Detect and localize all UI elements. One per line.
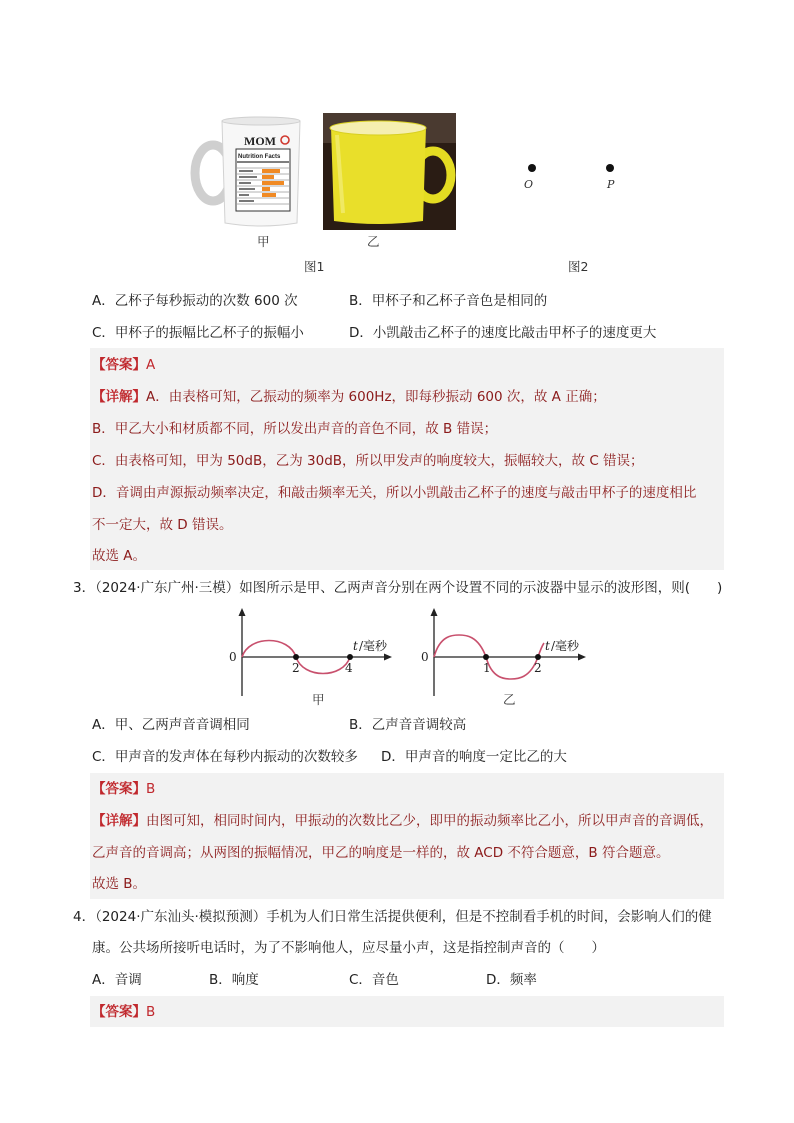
point-p-label: P — [607, 178, 615, 191]
q2-detail-line-2: B．甲乙大小和材质都不同，所以发出声音的音色不同，故 B 错误； — [92, 421, 498, 437]
q2-detail-line-1 — [92, 386, 606, 408]
waveform-yi-tick-2: 2 — [534, 661, 542, 675]
q3-stem: 3．（2024·广东广州·三模）如图所示是甲、乙两声音分别在两个设置不同的示波器中显示的波形图，则( ) — [73, 580, 723, 596]
q2-detail-line-4: D．音调由声源振动频率决定，和敲击频率无关，所以小凯敲击乙杯子的速度与敲击甲杯子的速度相比 — [92, 485, 697, 501]
waveform-jia-tick-2: 4 — [345, 661, 353, 675]
figure-1-caption: 图1 — [304, 259, 325, 274]
waveform-yi-axis-unit: /毫秒 — [551, 639, 580, 653]
q4-answer-label: 【答案】 — [92, 1004, 146, 1020]
mug-jia-label: 甲 — [257, 234, 270, 249]
q3-answer-value: B — [146, 781, 156, 797]
q3-option-a: A．甲、乙两声音音调相同 — [92, 717, 250, 733]
q2-option-c: C．甲杯子的振幅比乙杯子的振幅小 — [92, 325, 304, 341]
q3-detail-text-1: 由图可知，相同时间内，甲振动的次数比乙少，即甲的振动频率比乙小，所以甲声音的音调低， — [146, 813, 713, 829]
q4-answer-value: B — [146, 1004, 156, 1020]
q4-option-c: C．音色 — [349, 972, 399, 988]
figure-2-caption: 图2 — [568, 259, 589, 274]
q2-option-b: B．甲杯子和乙杯子音色是相同的 — [349, 293, 548, 309]
q2-option-a: A．乙杯子每秒振动的次数 600 次 — [92, 293, 298, 309]
q4-option-d: D．频率 — [486, 972, 537, 988]
q2-detail-line-3: C．由表格可知，甲为 50dB，乙为 30dB，所以甲发声的响度较大，振幅较大，故 C 错误； — [92, 453, 644, 469]
q4-option-a: A．音调 — [92, 972, 142, 988]
waveform-yi — [418, 606, 590, 702]
waveform-jia-caption: 甲 — [312, 692, 325, 707]
q2-detail-line-5: 不一定大，故 D 错误。 — [92, 517, 233, 533]
q2-conclusion: 故选 A。 — [92, 548, 147, 564]
waveform-jia-axis-t: t — [353, 639, 358, 653]
mug-jia-image — [190, 113, 305, 230]
q4-option-b: B．响度 — [209, 972, 259, 988]
q3-answer-label: 【答案】 — [92, 781, 146, 797]
q3-option-c: C．甲声音的发声体在每秒内振动的次数较多 — [92, 749, 358, 765]
point-p-dot — [606, 164, 614, 172]
q4-stem-line-1: 4．（2024·广东汕头·模拟预测）手机为人们日常生活提供便利，但是不控制看手机的时间，会影响人们的健 — [73, 909, 712, 925]
q2-option-d: D．小凯敲击乙杯子的速度比敲击甲杯子的速度更大 — [349, 325, 657, 341]
q3-detail-line-2: 乙声音的音调高；从两图的振幅情况，甲乙的响度是一样的，故 ACD 不符合题意，B 符合题意。 — [92, 845, 670, 861]
waveform-yi-tick-1: 1 — [483, 661, 491, 675]
q4-answer-block — [90, 996, 724, 1027]
waveform-yi-axis-t: t — [545, 639, 550, 653]
q3-detail-line-1 — [92, 810, 713, 832]
waveform-jia-zero: 0 — [229, 650, 237, 664]
mug-nutrition-text: Nutrition Facts — [238, 154, 281, 160]
q2-detail-text-1: A．由表格可知，乙振动的频率为 600Hz，即每秒振动 600 次，故 A 正确； — [146, 389, 606, 405]
point-o-dot — [528, 164, 536, 172]
mug-brand-text: MOM — [244, 134, 276, 148]
waveform-yi-caption: 乙 — [503, 692, 516, 707]
mug-yi-image — [323, 113, 456, 230]
q2-answer-value: A — [146, 357, 156, 373]
waveform-jia-tick-1: 2 — [292, 661, 300, 675]
q3-answer-block — [90, 773, 724, 899]
q3-conclusion: 故选 B。 — [92, 876, 147, 892]
waveform-yi-zero: 0 — [421, 650, 429, 664]
q2-answer-label: 【答案】 — [92, 357, 146, 373]
q3-option-b: B．乙声音音调较高 — [349, 717, 467, 733]
waveform-jia — [226, 606, 396, 702]
q2-detail-label: 【详解】 — [92, 389, 146, 405]
point-o-label: O — [524, 178, 534, 191]
q2-answer-line — [92, 354, 155, 376]
q4-answer-line — [92, 1001, 155, 1023]
q3-answer-line — [92, 778, 155, 800]
q3-option-d: D．甲声音的响度一定比乙的大 — [381, 749, 567, 765]
mug-yi-label: 乙 — [367, 234, 380, 249]
q3-detail-label: 【详解】 — [92, 813, 146, 829]
waveform-jia-axis-unit: /毫秒 — [359, 639, 388, 653]
q4-stem-line-2: 康。公共场所接听电话时，为了不影响他人，应尽量小声，这是指控制声音的（ ） — [92, 940, 605, 956]
